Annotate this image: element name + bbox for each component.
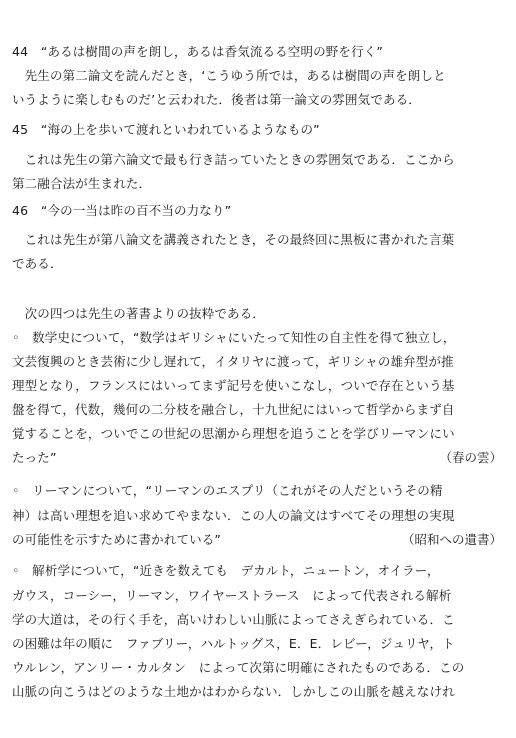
text-line: 盤を得て，代数，幾何の二分枝を融合し，十九世紀にはいって哲学からまず自 xyxy=(12,402,455,417)
text-line: ガウス，コーシー，リーマン，ワイヤーストラース によって代表される解析 xyxy=(12,588,452,603)
heading-46: 46 “今の一当は昨の百不当の力なり” xyxy=(12,203,232,218)
bullet-analysis: ◦ 解析学について，“近きを数えても デカルト，ニュートン，オイラー， xyxy=(12,563,440,578)
text-line: の可能性を示すために書かれている” xyxy=(12,532,222,547)
bullet-riemann: ◦ リーマンについて，“リーマンのエスプリ（これがその人だというその精 xyxy=(12,483,443,498)
text-line: これは先生の第六論文で最も行き詰っていたときの雰囲気である．ここから xyxy=(12,152,455,167)
text-line: いうように楽しむものだ’と云われた．後者は第一論文の雰囲気である． xyxy=(12,92,421,107)
source-haru-no-kumo: （春の雲） xyxy=(439,450,502,465)
text-line: ウルレン，アンリー・カルタン によって次第に明確にされたものである．この xyxy=(12,660,465,675)
text-line: 覚することを，ついでこの世紀の思潮から理想を追うことを学びリーマンにい xyxy=(12,426,455,441)
text-line: たった” xyxy=(12,450,57,465)
text-line: 第二融合法が生まれた． xyxy=(12,176,152,191)
heading-44: 44 “あるは樹間の声を朗し，あるは香気流るる空明の野を行く” xyxy=(12,44,384,59)
text-line: の困難は年の順に ファブリー，ハルトッグス，E．E．レビー，ジュリヤ，ト xyxy=(12,636,455,651)
text-line: 山脈の向こうはどのような土地かはわからない．しかしこの山脈を越えなけれ xyxy=(12,684,455,699)
bullet-history: ◦ 数学史について，“数学はギリシャにいたって知性の自主性を得て独立し， xyxy=(12,330,456,345)
text-line: 文芸復興のとき芸術に少し遅れて，イタリヤに渡って，ギリシャの雄弁型が推 xyxy=(12,354,454,369)
text-line: これは先生が第八論文を講義されたとき，その最終回に黒板に書かれた言葉 xyxy=(12,232,455,247)
text-line: である． xyxy=(12,256,63,271)
heading-45: 45 “海の上を歩いて渡れといわれているようなもの” xyxy=(12,122,320,137)
source-showa-isho: （昭和への遺書） xyxy=(401,532,502,547)
text-line: 学の大道は，その行く手を，高いけわしい山脈によってさえぎられている．こ xyxy=(12,612,455,627)
text-line: 先生の第二論文を読んだとき，‘こうゆう所では，あるは樹間の声を朗しと xyxy=(12,68,446,83)
text-line: 神）は高い理想を追い求めてやまない．この人の論文はすべてその理想の実現 xyxy=(12,508,455,523)
section-intro: 次の四つは先生の著書よりの抜粋である． xyxy=(12,306,266,321)
text-line: 理型となり，フランスにはいってまず記号を使いこなし，ついで存在という基 xyxy=(12,378,455,393)
